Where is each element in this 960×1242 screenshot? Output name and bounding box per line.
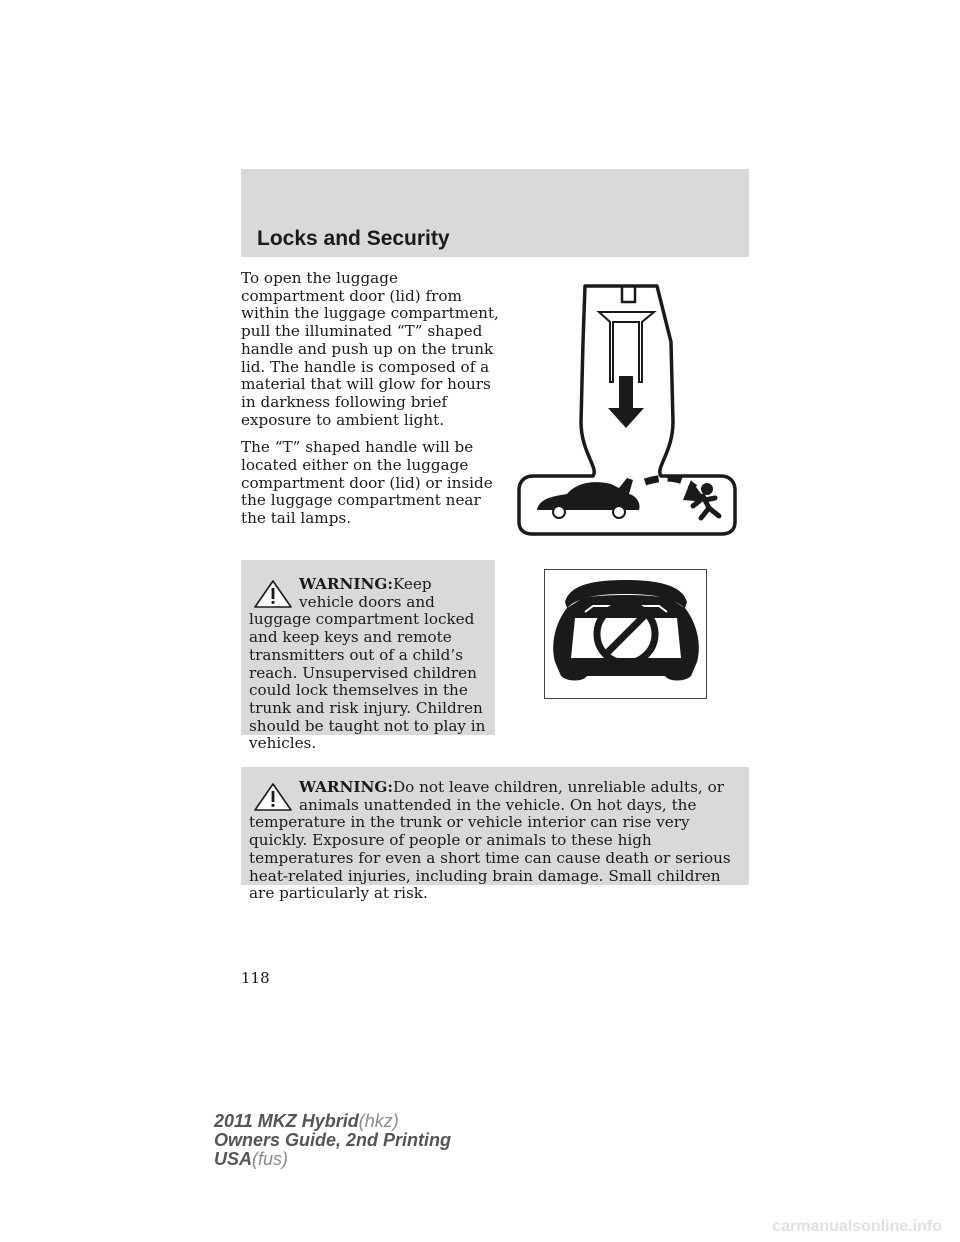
footer-model-code: (hkz) (358, 1111, 399, 1131)
footer (214, 1112, 451, 1169)
warning-label: WARNING: (299, 575, 393, 593)
no-children-in-trunk-icon (544, 569, 707, 699)
warning-triangle-icon (253, 782, 293, 812)
watermark: carmanualsonline.info (772, 1218, 942, 1235)
footer-market-code: (fus) (252, 1149, 289, 1169)
intro-text (241, 270, 503, 528)
warning-label: WARNING: (299, 778, 393, 796)
section-header (241, 169, 749, 257)
trunk-release-handle-icon (515, 282, 739, 540)
warning-triangle-icon (253, 579, 293, 609)
warning-box-heat (241, 767, 749, 903)
intro-paragraph-1: To open the luggage compartment door (lid) from within the luggage compartment, pull the illuminated “T” shaped handle and push up on the trunk lid. The handle is composed of a material that will glow for hours in darkness following brief exposure to ambient light. (241, 269, 499, 429)
footer-guide: Owners Guide, 2nd Printing (214, 1130, 452, 1150)
warning-box-trunk (241, 560, 495, 753)
footer-market: USA (214, 1149, 253, 1169)
section-title: Locks and Security (257, 227, 450, 250)
warning-body: Do not leave children, unreliable adults, or animals unattended in the vehicle. On hot days, the temperature in the trunk or vehicle interior can rise very quickly. Exposure of people or animals to these high temperatures for even a short time can cause death or serious heat-related injuries, including brain damage. Small children are particularly at risk. (249, 778, 731, 903)
footer-model: 2011 MKZ Hybrid (214, 1111, 359, 1131)
intro-paragraph-2: The “T” shaped handle will be located either on the luggage compartment door (lid) or inside the luggage compartment near the tail lamps. (241, 438, 493, 528)
warning-text-heat (249, 779, 741, 903)
warning-body: Keep vehicle doors and luggage compartment locked and keep keys and remote transmitters out of a child’s reach. Unsupervised children could lock themselves in the trunk and risk injury. Children should be taught not to play in vehicles. (249, 575, 486, 753)
page-number: 118 (241, 969, 270, 987)
